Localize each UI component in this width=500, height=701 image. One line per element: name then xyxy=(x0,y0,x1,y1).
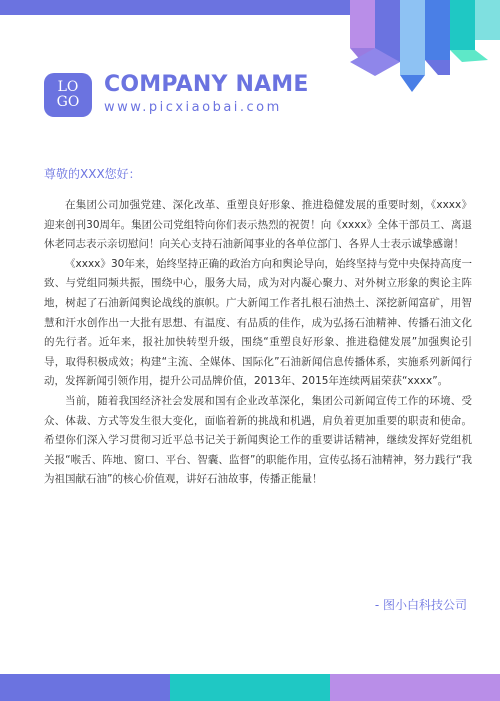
bottom-accent-bar xyxy=(0,674,500,701)
letter-paragraph: 当前，随着我国经济社会发展和国有企业改革深化，集团公司新闻宣传工作的环境、受众、体裁、方式等发生很大变化，面临着新的挑战和机遇，肩负着更加重要的职责和使命。希望你们深入学习贯彻习近平总书记关于新闻舆论工作的重要讲话精神，继续发挥好党组机关报“喉舌、阵地、窗口、平台、智囊、监督”的职能作用，宣传弘扬石油精神，努力践行“我为祖国献石油”的核心价值观，讲好石油故事，传播正能量！ xyxy=(44,394,472,486)
letter-greeting: 尊敬的XXX您好： xyxy=(44,167,141,181)
deco-bar-lavender xyxy=(350,0,375,48)
letter-body xyxy=(44,196,472,592)
deco-bar-blue xyxy=(425,0,450,60)
logo-badge xyxy=(44,73,92,117)
deco-bar-lightblue xyxy=(400,0,425,75)
letter-signature: - 图小白科技公司 xyxy=(374,598,467,612)
logo-text-line2: GO xyxy=(56,94,80,110)
top-accent-bar xyxy=(0,0,370,15)
deco-facet-mint xyxy=(450,50,488,62)
deco-bar-teal xyxy=(450,0,475,50)
deco-bar-aqua xyxy=(475,0,500,40)
deco-facet-blue2 xyxy=(425,60,450,75)
letter-paragraph: 在集团公司加强党建、深化改革、重塑良好形象、推进稳健发展的重要时刻，《xxxx》迎来创刊30周年。集团公司党组特向你们表示热烈的祝贺！向《xxxx》全体干部员工、离退休老同志表示亲切慰问！向关心支持石油新闻事业的各单位部门、各界人士表示诚挚感谢！ xyxy=(44,199,472,251)
bottom-bar-segment-indigo xyxy=(0,674,170,701)
company-website: www.picxiaobai.com xyxy=(104,100,282,115)
logo-text-line1: LO xyxy=(57,79,79,95)
decorative-corner-graphic xyxy=(350,0,500,95)
bottom-bar-segment-lavender xyxy=(330,674,500,701)
deco-facet-blue xyxy=(400,75,425,92)
bottom-bar-segment-teal xyxy=(170,674,330,701)
company-name: COMPANY NAME xyxy=(104,72,309,97)
letter-paragraph: 《xxxx》30年来，始终坚持正确的政治方向和舆论导向，始终坚持与党中央保持高度一致、与党组同频共振，围绕中心，服务大局，成为对内凝心聚力、对外树立形象的舆论主阵地，树起了石油新闻舆论战线的旗帜。广大新闻工作者扎根石油热土、深挖新闻富矿，用智慧和汗水创作出一大批有思想、有温度、有品质的佳作，成为弘扬石油精神、传播石油文化的先行者。近年来，报社加快转型升级，围绕“重塑良好形象、推进稳健发展”加强舆论引导，取得积极成效；构建“主流、全媒体、国际化”石油新闻信息传播体系，实施系列新闻行动，发挥新闻引领作用，提升公司品牌价值，2013年、2015年连续两届荣获“xxxx”。 xyxy=(44,257,472,388)
